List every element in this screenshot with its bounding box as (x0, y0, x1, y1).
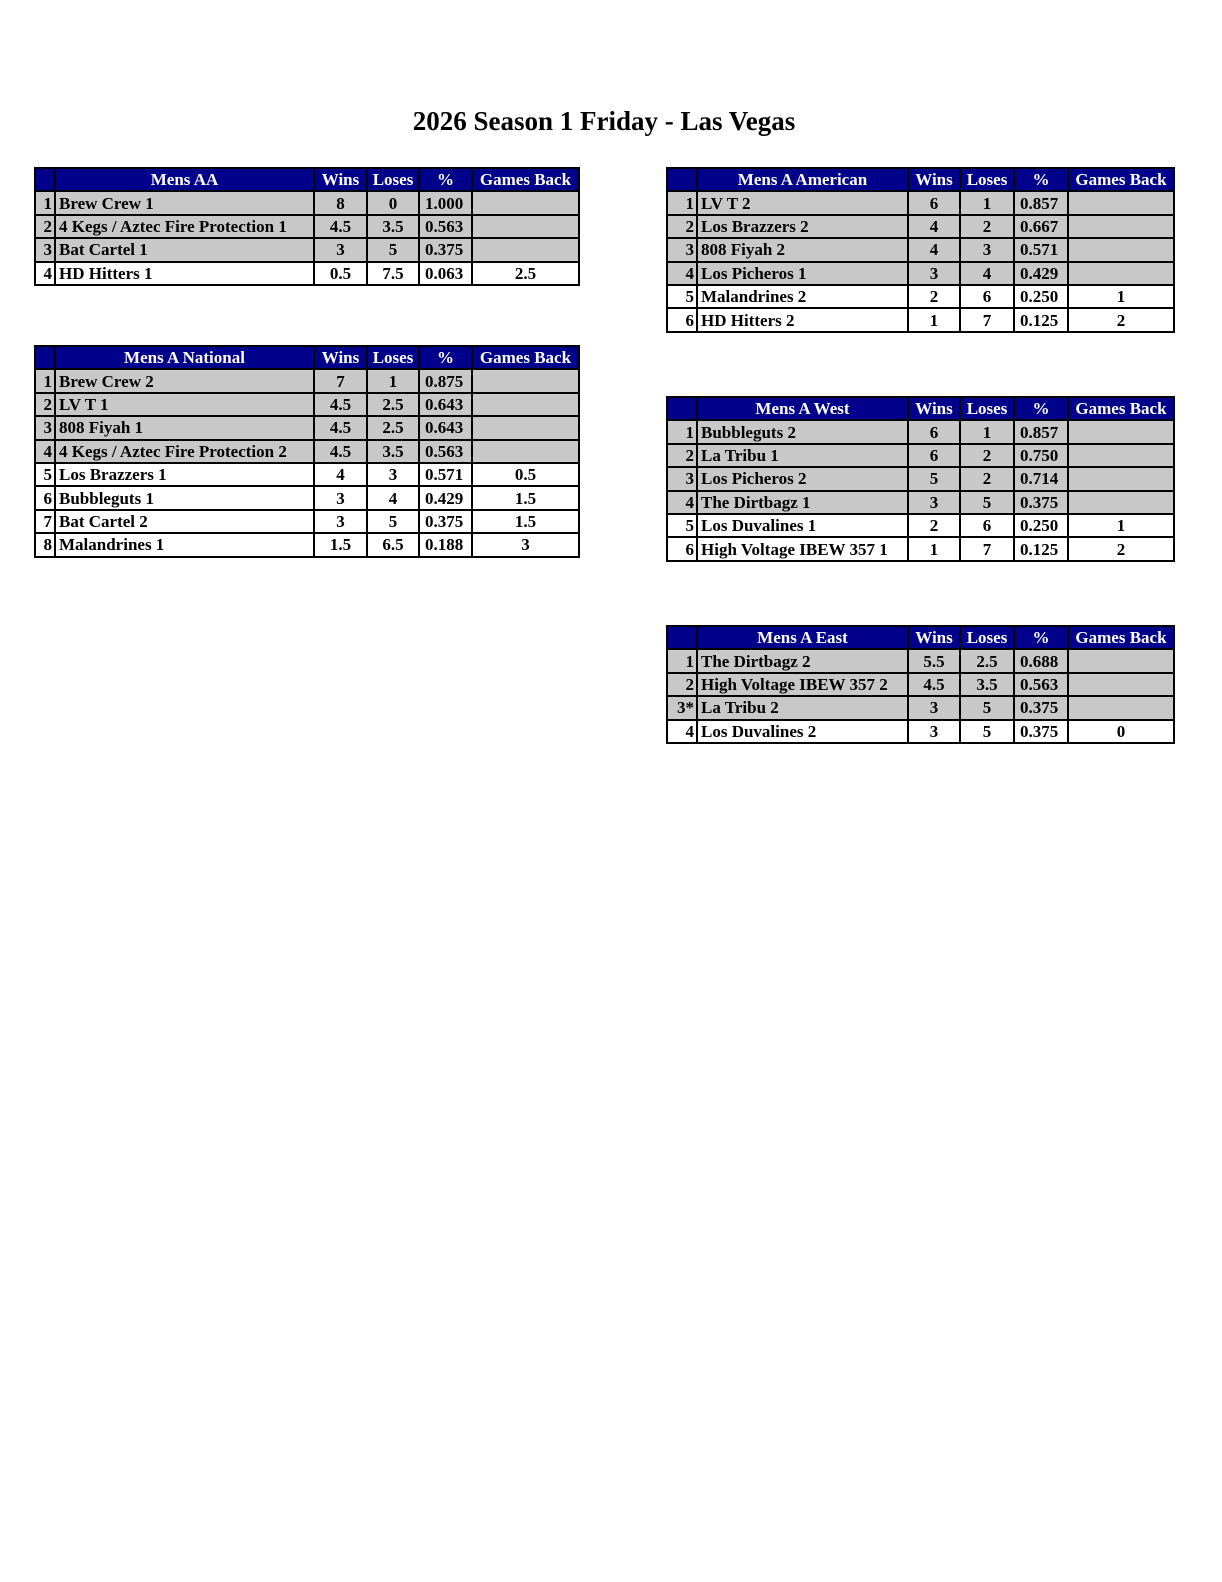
rank-cell: 3 (667, 238, 697, 261)
rank-header (667, 626, 697, 649)
games-back-cell (472, 215, 579, 238)
division-name: Mens A American (697, 168, 908, 191)
team-name: Los Brazzers 2 (697, 215, 908, 238)
header-row (35, 346, 579, 369)
wins-cell: 4 (314, 463, 367, 486)
pct-cell: 0.571 (419, 463, 472, 486)
table-row (667, 285, 1174, 308)
games-back-cell (472, 393, 579, 416)
pct-cell: 0.643 (419, 416, 472, 439)
pct-header: % (419, 168, 472, 191)
pct-cell: 0.375 (1014, 491, 1068, 514)
rank-cell: 2 (667, 215, 697, 238)
rank-cell: 6 (667, 308, 697, 331)
team-name: The Dirtbagz 1 (697, 491, 908, 514)
games-back-header: Games Back (1068, 168, 1174, 191)
games-back-cell (472, 416, 579, 439)
team-name: High Voltage IBEW 357 1 (697, 537, 908, 560)
wins-cell: 4.5 (314, 440, 367, 463)
pct-cell: 0.857 (1014, 420, 1068, 443)
table-row (35, 369, 579, 392)
wins-cell: 2 (908, 514, 960, 537)
rank-cell: 6 (35, 486, 55, 509)
games-back-cell (1068, 238, 1174, 261)
wins-cell: 3 (908, 262, 960, 285)
mens-a-east-table (666, 625, 1175, 744)
wins-cell: 0.5 (314, 262, 367, 285)
rank-header (667, 397, 697, 420)
header-row (667, 626, 1174, 649)
pct-cell: 0.563 (419, 440, 472, 463)
rank-header (667, 168, 697, 191)
table-row (35, 486, 579, 509)
rank-cell: 5 (667, 285, 697, 308)
division-name: Mens A East (697, 626, 908, 649)
table-row (667, 444, 1174, 467)
wins-cell: 1 (908, 308, 960, 331)
games-back-cell: 3 (472, 533, 579, 556)
games-back-cell (1068, 420, 1174, 443)
wins-cell: 6 (908, 444, 960, 467)
table-row (35, 463, 579, 486)
pct-cell: 0.250 (1014, 514, 1068, 537)
table-row (667, 514, 1174, 537)
rank-cell: 3 (35, 238, 55, 261)
loses-header: Loses (960, 397, 1014, 420)
games-back-cell (1068, 262, 1174, 285)
table-row (35, 262, 579, 285)
wins-cell: 3 (908, 720, 960, 743)
team-name: Los Picheros 2 (697, 467, 908, 490)
pct-cell: 0.188 (419, 533, 472, 556)
table-row (667, 537, 1174, 560)
team-name: Los Brazzers 1 (55, 463, 314, 486)
pct-header: % (1014, 397, 1068, 420)
team-name: HD Hitters 1 (55, 262, 314, 285)
table-row (35, 440, 579, 463)
wins-cell: 6 (908, 191, 960, 214)
division-name: Mens A West (697, 397, 908, 420)
header-row (35, 168, 579, 191)
rank-cell: 7 (35, 510, 55, 533)
games-back-cell: 2 (1068, 537, 1174, 560)
rank-cell: 1 (667, 191, 697, 214)
rank-cell: 8 (35, 533, 55, 556)
loses-cell: 4 (367, 486, 419, 509)
games-back-cell (1068, 215, 1174, 238)
pct-cell: 1.000 (419, 191, 472, 214)
wins-header: Wins (908, 397, 960, 420)
pct-cell: 0.375 (419, 238, 472, 261)
rank-cell: 3 (35, 416, 55, 439)
pct-cell: 0.250 (1014, 285, 1068, 308)
team-name: 4 Kegs / Aztec Fire Protection 2 (55, 440, 314, 463)
table-row (35, 510, 579, 533)
loses-cell: 5 (960, 491, 1014, 514)
games-back-cell (1068, 649, 1174, 672)
wins-cell: 7 (314, 369, 367, 392)
pct-cell: 0.571 (1014, 238, 1068, 261)
wins-header: Wins (908, 168, 960, 191)
loses-cell: 3 (960, 238, 1014, 261)
loses-cell: 2.5 (367, 416, 419, 439)
rank-cell: 5 (35, 463, 55, 486)
team-name: Malandrines 1 (55, 533, 314, 556)
wins-cell: 5 (908, 467, 960, 490)
table-row (667, 262, 1174, 285)
wins-cell: 5.5 (908, 649, 960, 672)
games-back-header: Games Back (1068, 397, 1174, 420)
team-name: The Dirtbagz 2 (697, 649, 908, 672)
table-row (35, 191, 579, 214)
team-name: Bubbleguts 1 (55, 486, 314, 509)
pct-cell: 0.563 (419, 215, 472, 238)
rank-cell: 1 (667, 649, 697, 672)
rank-cell: 6 (667, 537, 697, 560)
games-back-cell (1068, 444, 1174, 467)
header-row (667, 397, 1174, 420)
mens-a-national-table (34, 345, 580, 558)
mens-aa-table (34, 167, 580, 286)
pct-cell: 0.375 (419, 510, 472, 533)
games-back-cell: 1 (1068, 514, 1174, 537)
table-row (667, 720, 1174, 743)
wins-header: Wins (908, 626, 960, 649)
team-name: Malandrines 2 (697, 285, 908, 308)
table-row (35, 215, 579, 238)
team-name: Brew Crew 1 (55, 191, 314, 214)
pct-cell: 0.875 (419, 369, 472, 392)
team-name: High Voltage IBEW 357 2 (697, 673, 908, 696)
loses-header: Loses (960, 626, 1014, 649)
wins-cell: 3 (314, 510, 367, 533)
loses-cell: 2 (960, 215, 1014, 238)
wins-cell: 4.5 (908, 673, 960, 696)
table-row (667, 467, 1174, 490)
games-back-cell (1068, 673, 1174, 696)
rank-cell: 1 (667, 420, 697, 443)
pct-header: % (419, 346, 472, 369)
team-name: Brew Crew 2 (55, 369, 314, 392)
division-name: Mens AA (55, 168, 314, 191)
games-back-cell (1068, 467, 1174, 490)
table-row (667, 649, 1174, 672)
games-back-cell: 0.5 (472, 463, 579, 486)
pct-cell: 0.375 (1014, 720, 1068, 743)
games-back-header: Games Back (1068, 626, 1174, 649)
wins-cell: 4.5 (314, 215, 367, 238)
rank-cell: 2 (667, 673, 697, 696)
games-back-cell: 1 (1068, 285, 1174, 308)
rank-cell: 3 (667, 467, 697, 490)
pct-cell: 0.563 (1014, 673, 1068, 696)
games-back-cell (1068, 191, 1174, 214)
rank-cell: 2 (35, 215, 55, 238)
pct-cell: 0.429 (1014, 262, 1068, 285)
rank-cell: 5 (667, 514, 697, 537)
team-name: La Tribu 1 (697, 444, 908, 467)
table-row (667, 420, 1174, 443)
pct-header: % (1014, 626, 1068, 649)
wins-cell: 1.5 (314, 533, 367, 556)
wins-cell: 4 (908, 238, 960, 261)
loses-cell: 5 (367, 238, 419, 261)
wins-cell: 4.5 (314, 393, 367, 416)
team-name: 808 Fiyah 2 (697, 238, 908, 261)
rank-cell: 2 (35, 393, 55, 416)
loses-cell: 6.5 (367, 533, 419, 556)
pct-cell: 0.857 (1014, 191, 1068, 214)
rank-header (35, 346, 55, 369)
loses-cell: 7 (960, 308, 1014, 331)
table-row (667, 491, 1174, 514)
division-name: Mens A National (55, 346, 314, 369)
loses-cell: 2.5 (960, 649, 1014, 672)
rank-header (35, 168, 55, 191)
pct-cell: 0.750 (1014, 444, 1068, 467)
games-back-cell (1068, 696, 1174, 719)
wins-cell: 3 (314, 238, 367, 261)
table-row (667, 238, 1174, 261)
table-row (667, 215, 1174, 238)
pct-cell: 0.429 (419, 486, 472, 509)
table-row (667, 673, 1174, 696)
team-name: Bat Cartel 2 (55, 510, 314, 533)
loses-header: Loses (367, 168, 419, 191)
loses-cell: 3.5 (367, 215, 419, 238)
games-back-header: Games Back (472, 346, 579, 369)
team-name: Los Picheros 1 (697, 262, 908, 285)
games-back-cell (472, 369, 579, 392)
table-row (35, 533, 579, 556)
table-row (35, 416, 579, 439)
loses-cell: 0 (367, 191, 419, 214)
loses-header: Loses (960, 168, 1014, 191)
mens-a-american-table (666, 167, 1175, 333)
games-back-cell (1068, 491, 1174, 514)
wins-cell: 3 (908, 696, 960, 719)
loses-cell: 2.5 (367, 393, 419, 416)
games-back-cell (472, 191, 579, 214)
rank-cell: 4 (35, 262, 55, 285)
games-back-cell: 1.5 (472, 510, 579, 533)
rank-cell: 4 (35, 440, 55, 463)
team-name: Los Duvalines 2 (697, 720, 908, 743)
loses-cell: 3.5 (960, 673, 1014, 696)
pct-header: % (1014, 168, 1068, 191)
team-name: 808 Fiyah 1 (55, 416, 314, 439)
team-name: Los Duvalines 1 (697, 514, 908, 537)
loses-cell: 4 (960, 262, 1014, 285)
rank-cell: 4 (667, 262, 697, 285)
wins-cell: 1 (908, 537, 960, 560)
games-back-cell (472, 238, 579, 261)
wins-header: Wins (314, 346, 367, 369)
games-back-cell: 2.5 (472, 262, 579, 285)
loses-cell: 5 (960, 720, 1014, 743)
loses-header: Loses (367, 346, 419, 369)
loses-cell: 6 (960, 514, 1014, 537)
loses-cell: 1 (367, 369, 419, 392)
pct-cell: 0.125 (1014, 308, 1068, 331)
header-row (667, 168, 1174, 191)
team-name: 4 Kegs / Aztec Fire Protection 1 (55, 215, 314, 238)
wins-cell: 6 (908, 420, 960, 443)
pct-cell: 0.714 (1014, 467, 1068, 490)
rank-cell: 4 (667, 491, 697, 514)
pct-cell: 0.688 (1014, 649, 1068, 672)
wins-cell: 8 (314, 191, 367, 214)
games-back-cell: 0 (1068, 720, 1174, 743)
pct-cell: 0.125 (1014, 537, 1068, 560)
table-row (35, 238, 579, 261)
table-row (667, 696, 1174, 719)
loses-cell: 2 (960, 444, 1014, 467)
loses-cell: 3.5 (367, 440, 419, 463)
rank-cell: 2 (667, 444, 697, 467)
wins-cell: 4 (908, 215, 960, 238)
wins-header: Wins (314, 168, 367, 191)
games-back-cell (472, 440, 579, 463)
loses-cell: 7.5 (367, 262, 419, 285)
rank-cell: 3* (667, 696, 697, 719)
wins-cell: 4.5 (314, 416, 367, 439)
loses-cell: 7 (960, 537, 1014, 560)
games-back-cell: 1.5 (472, 486, 579, 509)
rank-cell: 4 (667, 720, 697, 743)
loses-cell: 5 (367, 510, 419, 533)
wins-cell: 3 (908, 491, 960, 514)
team-name: Bat Cartel 1 (55, 238, 314, 261)
rank-cell: 1 (35, 369, 55, 392)
table-row (667, 308, 1174, 331)
loses-cell: 2 (960, 467, 1014, 490)
games-back-header: Games Back (472, 168, 579, 191)
loses-cell: 1 (960, 420, 1014, 443)
team-name: La Tribu 2 (697, 696, 908, 719)
team-name: HD Hitters 2 (697, 308, 908, 331)
loses-cell: 6 (960, 285, 1014, 308)
pct-cell: 0.667 (1014, 215, 1068, 238)
loses-cell: 5 (960, 696, 1014, 719)
wins-cell: 3 (314, 486, 367, 509)
pct-cell: 0.375 (1014, 696, 1068, 719)
mens-a-west-table (666, 396, 1175, 562)
loses-cell: 3 (367, 463, 419, 486)
table-row (35, 393, 579, 416)
loses-cell: 1 (960, 191, 1014, 214)
team-name: Bubbleguts 2 (697, 420, 908, 443)
page-title: 2026 Season 1 Friday - Las Vegas (412, 106, 796, 136)
table-row (667, 191, 1174, 214)
rank-cell: 1 (35, 191, 55, 214)
team-name: LV T 2 (697, 191, 908, 214)
games-back-cell: 2 (1068, 308, 1174, 331)
wins-cell: 2 (908, 285, 960, 308)
pct-cell: 0.643 (419, 393, 472, 416)
team-name: LV T 1 (55, 393, 314, 416)
pct-cell: 0.063 (419, 262, 472, 285)
